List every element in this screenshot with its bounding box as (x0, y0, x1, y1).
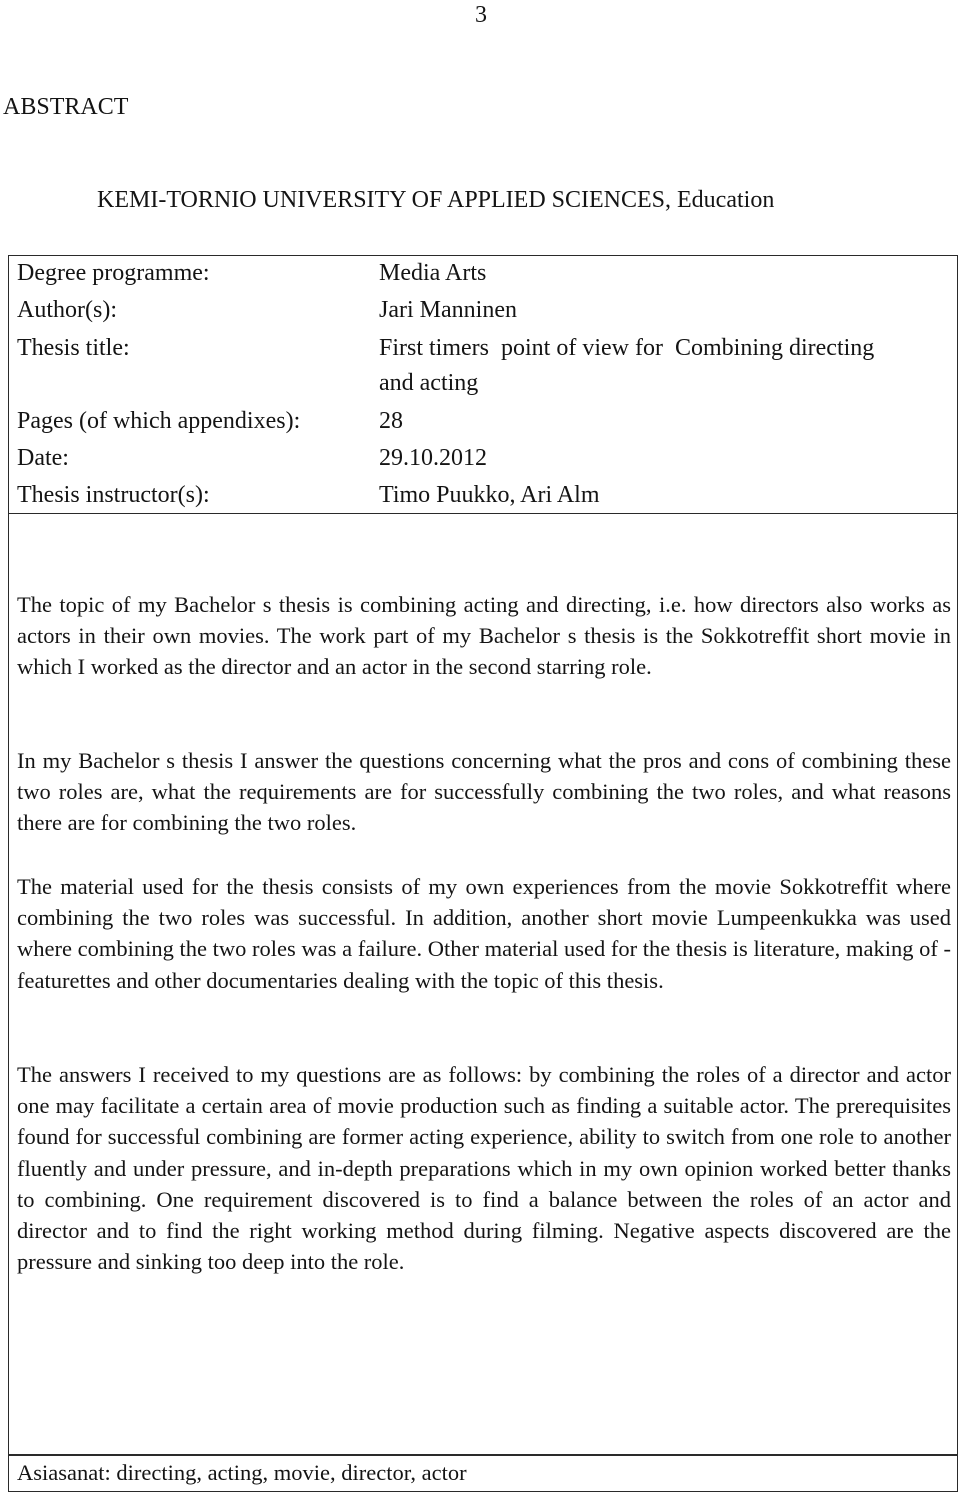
abstract-heading: ABSTRACT (3, 94, 129, 120)
instructors-label: Thesis instructor(s): (17, 482, 210, 508)
thesis-title-value-line2: and acting (379, 370, 479, 396)
page-number: 3 (475, 2, 487, 28)
degree-programme-label: Degree programme: (17, 260, 210, 286)
keywords: Asiasanat: directing, acting, movie, director, actor (17, 1460, 467, 1485)
degree-programme-value: Media Arts (379, 260, 487, 286)
authors-value: Jari Manninen (379, 297, 517, 323)
pages-value: 28 (379, 408, 403, 434)
instructors-value: Timo Puukko, Ari Alm (379, 482, 600, 508)
abstract-paragraph: In my Bachelor s thesis I answer the questions concerning what the pros and cons of combining these two roles are, what the requirements are for successfully combining the two roles, and what reasons there are for combining the two roles. (17, 748, 951, 836)
abstract-paragraph: The answers I received to my questions are as follows: by combining the roles of a director and actor one may facilitate a certain area of movie production such as finding a suitable actor. The prerequisites found for successful combining are former acting experience, ability to switch from one role to another fluently and under pressure, and in-depth preparations which in my own opinion worked better thanks to combining. One requirement discovered is to find a balance between the roles of an actor and director and to find the right working method during filming. Negative aspects discovered are the pressure and sinking too deep into the role. (17, 1062, 951, 1275)
authors-label: Author(s): (17, 297, 117, 323)
abstract-paragraph: The topic of my Bachelor s thesis is combining acting and directing, i.e. how directors also works as actors in their own movies. The work part of my Bachelor s thesis is the Sokkotreffit short movie in which I worked as the director and an actor in the second starring role. (17, 592, 951, 680)
abstract-paragraph: The material used for the thesis consists of my own experiences from the movie Sokkotreffit where combining the two roles was successful. In addition, another short movie Lumpeenkukka was used where combining the two roles was a failure. Other material used for the thesis is literature, making of -featurettes and other documentaries dealing with the topic of this thesis. (17, 874, 951, 993)
date-label: Date: (17, 445, 69, 471)
institution-title: KEMI-TORNIO UNIVERSITY OF APPLIED SCIENCES, Education (97, 187, 775, 213)
thesis-title-value-line1: First timers point of view for Combining directing (379, 335, 875, 361)
date-value: 29.10.2012 (379, 445, 487, 471)
pages-label: Pages (of which appendixes): (17, 408, 301, 434)
thesis-title-label: Thesis title: (17, 335, 130, 361)
